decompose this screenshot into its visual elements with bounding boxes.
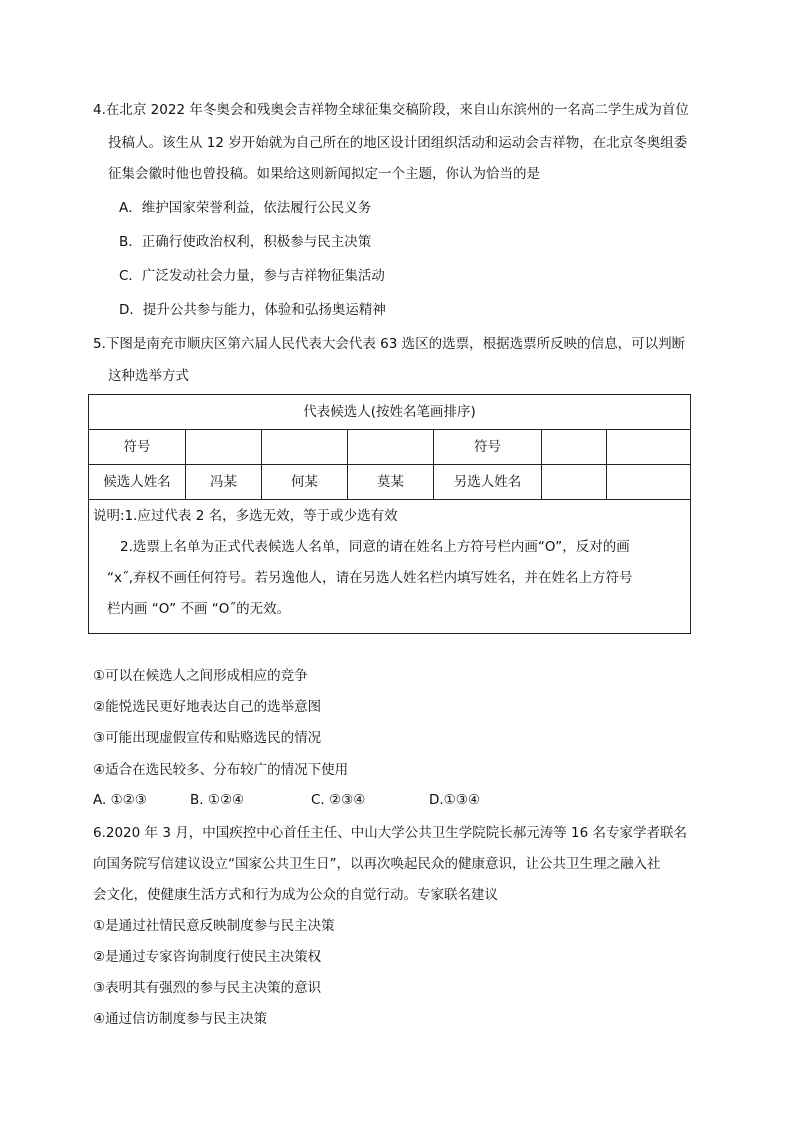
q4-option-b: B．正确行使政治权利，积极参与民主决策 <box>119 234 372 250</box>
symbol-cell-1 <box>186 430 262 465</box>
candidate-3: 莫某 <box>348 465 434 500</box>
ballot-note-1: 说明:1.应过代表 2 名，多选无效，等于或少选有效 <box>93 508 398 524</box>
q4-option-d: D．提升公共参与能力，体验和弘扬奥运精神 <box>119 302 386 318</box>
q5-choice-b: B. ①②④ <box>190 792 245 808</box>
q6-stem-line-1: 6.2020 年 3 月，中国疾控中心首任主任、中山大学公共卫生学院院长郝元涛等 16 名专家学者联名 <box>93 825 687 841</box>
ballot-note-4: 栏内画 “O” 不画 “O˝的无效。 <box>107 601 291 617</box>
q6-item-4: ④通过信访制度参与民主决策 <box>93 1011 268 1027</box>
q5-item-2: ②能悦选民更好地表达自己的选举意图 <box>93 699 322 715</box>
ballot-note-3: “x˝,弃权不画任何符号。若另逸他人，请在另选人姓名栏内填写姓名，并在姓名上方符号 <box>107 570 633 586</box>
q4-stem-line-2: 投稿人。该生从 12 岁开始就为自己所在的地区设计团组织活动和运动会吉祥物，在北京冬奥组委 <box>108 135 688 151</box>
q5-choice-a: A. ①②③ <box>93 792 147 808</box>
q6-stem-line-2: 向国务院写信建议设立“国家公共卫生日”，以再次唤起民众的健康意识，让公共卫生理之融入社 <box>93 856 661 872</box>
q4-stem-line-1: 4.在北京 2022 年冬奥会和残奥会吉祥物全球征集交稿阶段，来自山东滨州的一名高二学生成为首位 <box>93 102 689 118</box>
ballot-table <box>88 394 691 634</box>
q6-stem-line-3: 会文化，使健康生活方式和行为成为公众的自觉行动。专家联名建议 <box>93 887 498 903</box>
symbol-label-2: 符号 <box>434 430 542 465</box>
ballot-header: 代表候选人(按姓名笔画排序) <box>89 395 691 430</box>
q5-stem-line-1: 5.下图是南充市顺庆区第六届人民代表大会代表 63 选区的选票，根据选票所反映的信息，可以判断 <box>93 336 686 352</box>
q5-stem-line-2: 这种选举方式 <box>108 368 189 384</box>
q5-item-3: ③可能出现虚假宣传和贴赂选民的情况 <box>93 730 322 746</box>
q4-option-a: A．维护国家荣誉利益，依法履行公民义务 <box>119 200 372 216</box>
q5-choices <box>93 790 480 810</box>
symbol-cell-4 <box>542 430 607 465</box>
other-name-cell-1 <box>542 465 607 500</box>
candidate-name-label: 候选人姓名 <box>89 465 186 500</box>
symbol-label: 符号 <box>89 430 186 465</box>
other-candidate-label: 另选人姓名 <box>434 465 542 500</box>
q5-choice-c: C. ②③④ <box>311 792 366 808</box>
candidate-2: 何某 <box>262 465 348 500</box>
q6-item-2: ②是通过专家咨询制度行使民主决策权 <box>93 949 322 965</box>
q6-item-1: ①是通过社情民意反映制度参与民主决策 <box>93 918 335 934</box>
q5-item-1: ①可以在候选人之间形成相应的竞争 <box>93 668 308 684</box>
q4-stem-line-3: 征集会徽时他也曾投稿。如果给这则新闻拟定一个主题，你认为恰当的是 <box>108 166 540 182</box>
symbol-cell-3 <box>348 430 434 465</box>
q5-choice-d: D.①③④ <box>429 792 480 808</box>
q4-option-c: C．广泛发动社会力量，参与吉祥物征集活动 <box>119 268 385 284</box>
symbol-cell-5 <box>607 430 691 465</box>
ballot-notes <box>89 500 691 634</box>
other-name-cell-2 <box>607 465 691 500</box>
q5-item-4: ④适合在选民较多、分布较广的情况下使用 <box>93 762 349 778</box>
ballot-note-2: 2.选票上名单为正式代表候选人名单，同意的请在姓名上方符号栏内画“O”，反对的画 <box>120 539 630 555</box>
symbol-cell-2 <box>262 430 348 465</box>
candidate-1: 冯某 <box>186 465 262 500</box>
q6-item-3: ③表明其有强烈的参与民主决策的意识 <box>93 980 322 996</box>
